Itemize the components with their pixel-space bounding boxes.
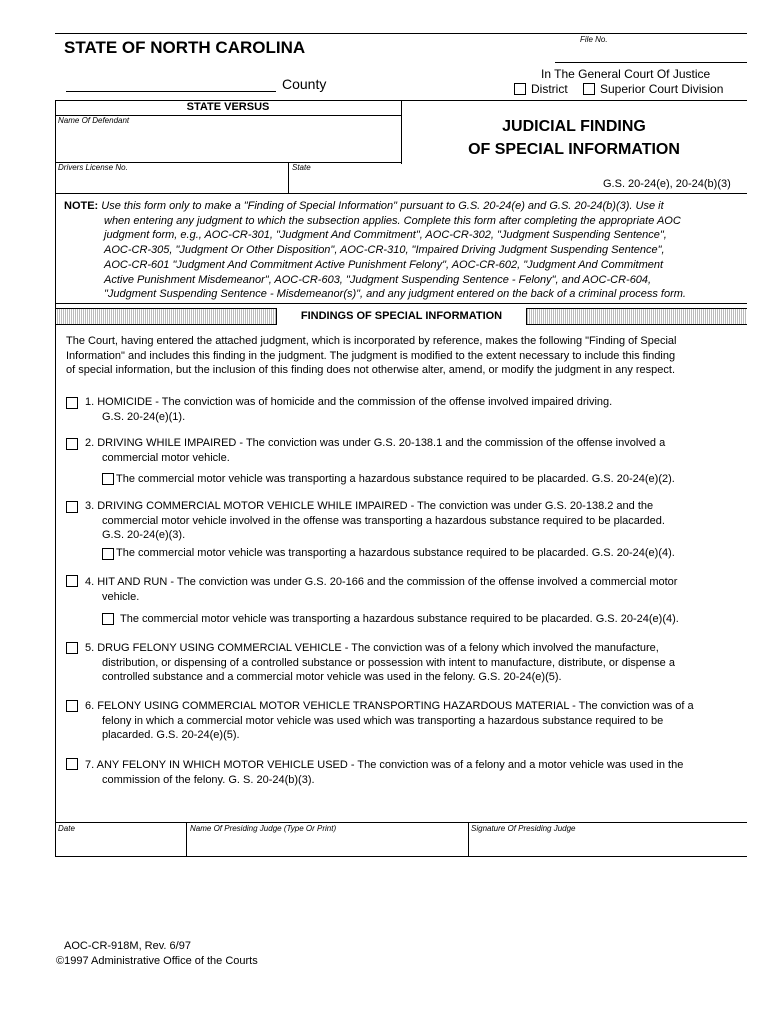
file-no-label: File No. (580, 35, 608, 44)
statute-label: G.S. 20-24(e), 20-24(b)(3) (603, 178, 731, 190)
note-block (64, 199, 754, 302)
item-line: commercial motor vehicle involved in the offense was transporting a hazardous substance required to be placarded. (102, 514, 665, 527)
item-4-sub-text: The commercial motor vehicle was transporting a hazardous substance required to be placarded. G.S. 20-24(e)(4). (120, 613, 679, 625)
state-label: State (292, 163, 311, 172)
defendant-label: Name Of Defendant (58, 116, 130, 125)
item-2-text (85, 436, 665, 465)
item-line: G.S. 20-24(e)(3). (102, 529, 186, 541)
item-3-text (85, 499, 665, 543)
item-line: vehicle. (102, 590, 140, 603)
item-7-checkbox[interactable] (66, 758, 78, 770)
item-1-text (85, 395, 612, 424)
item-3-checkbox[interactable] (66, 501, 78, 513)
intro-line: of special information, but the inclusion of this finding does not otherwise alter, amend, or modify the judgment in any respect. (66, 364, 676, 376)
note-label: NOTE: (64, 200, 99, 212)
item-3-sub-text: The commercial motor vehicle was transporting a hazardous substance required to be placarded. G.S. 20-24(e)(4). (116, 547, 675, 559)
item-4-checkbox[interactable] (66, 575, 78, 587)
county-label: County (282, 76, 327, 92)
county-line[interactable] (66, 91, 276, 92)
note-line: when entering any judgment to which the subsection applies. Complete this form after completing the appropriate AOC (104, 214, 681, 227)
item-6-checkbox[interactable] (66, 700, 78, 712)
item-line: 3. DRIVING COMMERCIAL MOTOR VEHICLE WHILE IMPAIRED - The conviction was under G.S. 20-138.2 and the (85, 500, 654, 512)
form-title-2: OF SPECIAL INFORMATION (468, 141, 680, 158)
file-no-field[interactable] (555, 38, 747, 62)
defendant-field[interactable] (56, 125, 400, 161)
item-line: commercial motor vehicle. (102, 451, 230, 464)
item-2-sub-checkbox[interactable] (102, 473, 114, 485)
copyright: ©1997 Administrative Office of the Courts (56, 955, 258, 967)
district-label: District (531, 82, 568, 96)
superior-checkbox[interactable] (583, 83, 595, 95)
item-7-text (85, 758, 683, 787)
note-line: Use this form only to make a "Finding of Special Information" pursuant to G.S. 20-24(e) and G.S. 20-24(b)(3). Use it (101, 200, 664, 212)
item-line: 1. HOMICIDE - The conviction was of homicide and the commission of the offense involved impaired driving. (85, 396, 613, 408)
date-field[interactable] (56, 834, 184, 854)
intro-paragraph (66, 334, 756, 378)
signature-label: Signature Of Presiding Judge (471, 824, 576, 833)
form-title-1: JUDICIAL FINDING (502, 118, 646, 135)
judge-name-field[interactable] (188, 834, 466, 854)
item-6-text (85, 699, 694, 743)
intro-line: Information" and includes this finding in the judgment. The judgment is modified to the extent necessary to include this finding (66, 349, 676, 362)
note-line: AOC-CR-305, "Judgment Or Other Disposition", AOC-CR-310, "Impaired Driving Judgment Suspending Sentence", (104, 244, 665, 257)
item-line: 5. DRUG FELONY USING COMMERCIAL VEHICLE - The conviction was of a felony which involved the manufacture, (85, 642, 659, 654)
item-line: 6. FELONY USING COMMERCIAL MOTOR VEHICLE TRANSPORTING HAZARDOUS MATERIAL - The conviction was of a (85, 700, 694, 712)
item-4-text (85, 575, 677, 604)
item-line: placarded. G.S. 20-24(e)(5). (102, 729, 240, 741)
item-line: commission of the felony. G. S. 20-24(b)(3). (102, 773, 315, 786)
note-line: AOC-CR-601 "Judgment And Commitment Active Punishment Felony", AOC-CR-602, "Judgment And Commitment (104, 258, 664, 271)
judge-name-label: Name Of Presiding Judge (Type Or Print) (190, 824, 337, 833)
item-line: felony in which a commercial motor vehicle was used which was transporting a hazardous substance required to be (102, 714, 664, 727)
item-line: distribution, or dispensing of a controlled substance or possession with intent to manufacture, distribute, or dispense a (102, 656, 675, 669)
item-line: G.S. 20-24(e)(1). (102, 410, 186, 423)
item-5-checkbox[interactable] (66, 642, 78, 654)
drivers-license-field[interactable] (56, 172, 286, 192)
item-3-sub-checkbox[interactable] (102, 548, 114, 560)
state-versus-label: STATE VERSUS (186, 101, 270, 113)
findings-header: FINDINGS OF SPECIAL INFORMATION (276, 308, 527, 325)
item-5-text (85, 641, 675, 685)
item-1-checkbox[interactable] (66, 397, 78, 409)
item-line: 4. HIT AND RUN - The conviction was under G.S. 20-166 and the commission of the offense involved a commercial motor (85, 576, 678, 588)
item-line: 7. ANY FELONY IN WHICH MOTOR VEHICLE USED - The conviction was of a felony and a motor vehicle was used in the (85, 759, 684, 771)
superior-label: Superior Court Division (600, 82, 724, 96)
item-line: 2. DRIVING WHILE IMPAIRED - The conviction was under G.S. 20-138.1 and the commission of the offense involved a (85, 437, 666, 449)
note-line: judgment form, e.g., AOC-CR-301, "Judgment And Commitment", AOC-CR-302, "Judgment Suspending Sentence", (104, 229, 667, 242)
state-field[interactable] (290, 172, 400, 192)
date-label: Date (58, 824, 75, 833)
state-title: STATE OF NORTH CAROLINA (64, 38, 306, 57)
item-line: controlled substance and a commercial motor vehicle was used in the felony. G.S. 20-24(e)(5). (102, 671, 562, 683)
court-line: In The General Court Of Justice (541, 67, 711, 81)
drivers-license-label: Drivers License No. (58, 163, 128, 172)
note-line: "Judgment Suspending Sentence - Misdemeanor(s)", and any judgment entered on the back of a criminal process form. (104, 288, 686, 301)
signature-field[interactable] (470, 834, 746, 854)
item-2-checkbox[interactable] (66, 438, 78, 450)
district-checkbox[interactable] (514, 83, 526, 95)
intro-line: The Court, having entered the attached judgment, which is incorporated by reference, makes the following "Finding of Special (66, 335, 677, 347)
item-2-sub-text: The commercial motor vehicle was transporting a hazardous substance required to be placarded. G.S. 20-24(e)(2). (116, 473, 675, 485)
form-number: AOC-CR-918M, Rev. 6/97 (64, 940, 191, 952)
item-4-sub-checkbox[interactable] (102, 613, 114, 625)
note-line: Active Punishment Misdemeanor", AOC-CR-603, "Judgment Suspending Sentence - Felony", and AOC-CR-604, (104, 273, 652, 286)
